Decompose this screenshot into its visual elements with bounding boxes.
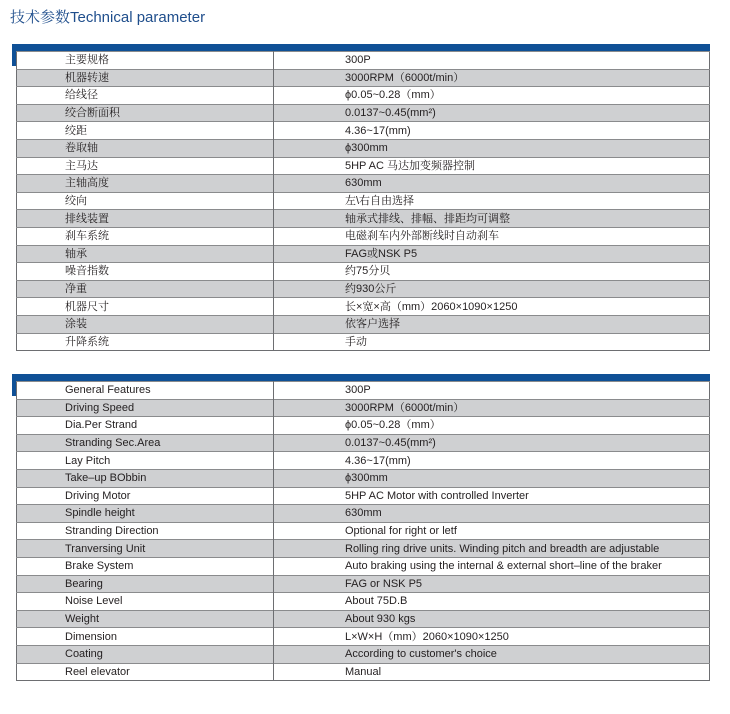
row-value: FAG或NSK P5: [274, 245, 710, 263]
row-label: 绞向: [17, 192, 274, 210]
row-label: Coating: [17, 645, 274, 663]
row-label: General Features: [17, 382, 274, 400]
row-value: FAG or NSK P5: [274, 575, 710, 593]
row-value: 4.36~17(mm): [274, 122, 710, 140]
row-label: 轴承: [17, 245, 274, 263]
table-row: [17, 469, 710, 487]
table-row: [17, 663, 710, 681]
table-row: [17, 87, 710, 105]
row-value: 约75分贝: [274, 263, 710, 281]
row-label: Reel elevator: [17, 663, 274, 681]
row-value: 轴承式排线、排幅、排距均可调整: [274, 210, 710, 228]
row-value: 3000RPM（6000t/min）: [274, 399, 710, 417]
table-row: [17, 593, 710, 611]
table-row: [17, 382, 710, 400]
table-row: [17, 557, 710, 575]
row-value: 3000RPM（6000t/min）: [274, 69, 710, 87]
table-row: [17, 69, 710, 87]
row-label: Bearing: [17, 575, 274, 593]
row-label: Lay Pitch: [17, 452, 274, 470]
row-value: 5HP AC 马达加变频器控制: [274, 157, 710, 175]
row-label: Driving Motor: [17, 487, 274, 505]
row-label: 排线装置: [17, 210, 274, 228]
spec-table-english: [16, 374, 710, 681]
table-row: [17, 104, 710, 122]
row-value: 300P: [274, 382, 710, 400]
table-row: [17, 52, 710, 70]
table-header-bar: [16, 44, 710, 51]
row-label: 升降系统: [17, 333, 274, 351]
table-row: [17, 157, 710, 175]
row-label: Dia.Per Strand: [17, 417, 274, 435]
row-label: 涂装: [17, 315, 274, 333]
row-label: 卷取轴: [17, 139, 274, 157]
row-value: 4.36~17(mm): [274, 452, 710, 470]
row-label: 机器尺寸: [17, 298, 274, 316]
row-label: 主马达: [17, 157, 274, 175]
table-row: [17, 298, 710, 316]
row-label: 绞合断面积: [17, 104, 274, 122]
row-label: 给线径: [17, 87, 274, 105]
table-row: [17, 628, 710, 646]
row-value: Rolling ring drive units. Winding pitch and breadth are adjustable: [274, 540, 710, 558]
row-label: Stranding Direction: [17, 522, 274, 540]
table-row: [17, 505, 710, 523]
row-value: Auto braking using the internal & external short–line of the braker: [274, 557, 710, 575]
table-row: [17, 540, 710, 558]
row-label: Stranding Sec.Area: [17, 434, 274, 452]
row-value: 0.0137~0.45(mm²): [274, 104, 710, 122]
table-row: [17, 645, 710, 663]
row-value: Manual: [274, 663, 710, 681]
row-value: 5HP AC Motor with controlled Inverter: [274, 487, 710, 505]
row-value: 左\右自由选择: [274, 192, 710, 210]
row-label: 机器转速: [17, 69, 274, 87]
table-row: [17, 434, 710, 452]
row-label: Weight: [17, 610, 274, 628]
row-value: 630mm: [274, 505, 710, 523]
row-label: 绞距: [17, 122, 274, 140]
row-label: Dimension: [17, 628, 274, 646]
table-row: [17, 192, 710, 210]
spec-table-chinese: [16, 44, 710, 351]
row-value: 0.0137~0.45(mm²): [274, 434, 710, 452]
table-row: [17, 522, 710, 540]
row-value: Optional for right or letf: [274, 522, 710, 540]
spec-table: [16, 381, 710, 681]
row-value: ϕ0.05~0.28（mm）: [274, 417, 710, 435]
row-label: 主轴高度: [17, 175, 274, 193]
row-label: Tranversing Unit: [17, 540, 274, 558]
table-row: [17, 280, 710, 298]
table-row: [17, 452, 710, 470]
table-row: [17, 263, 710, 281]
row-value: ϕ300mm: [274, 469, 710, 487]
table-row: [17, 333, 710, 351]
row-label: Spindle height: [17, 505, 274, 523]
row-value: ϕ0.05~0.28（mm）: [274, 87, 710, 105]
table-row: [17, 399, 710, 417]
row-label: Noise Level: [17, 593, 274, 611]
row-label: 噪音指数: [17, 263, 274, 281]
row-label: 主要规格: [17, 52, 274, 70]
row-label: Take–up BObbin: [17, 469, 274, 487]
row-value: ϕ300mm: [274, 139, 710, 157]
table-row: [17, 139, 710, 157]
table-row: [17, 245, 710, 263]
spec-table: [16, 51, 710, 351]
table-row: [17, 610, 710, 628]
row-value: 电磁刹车内外部断线时自动刹车: [274, 227, 710, 245]
table-row: [17, 417, 710, 435]
table-header-bar: [16, 374, 710, 381]
row-value: 长×宽×高（mm）2060×1090×1250: [274, 298, 710, 316]
row-label: 净重: [17, 280, 274, 298]
row-value: 手动: [274, 333, 710, 351]
table-row: [17, 210, 710, 228]
row-label: Driving Speed: [17, 399, 274, 417]
row-value: L×W×H（mm）2060×1090×1250: [274, 628, 710, 646]
row-value: 630mm: [274, 175, 710, 193]
row-value: 300P: [274, 52, 710, 70]
row-label: Brake System: [17, 557, 274, 575]
table-row: [17, 122, 710, 140]
table-row: [17, 227, 710, 245]
row-label: 刹车系统: [17, 227, 274, 245]
row-value: 约930公斤: [274, 280, 710, 298]
row-value: About 75D.B: [274, 593, 710, 611]
page-title: 技术参数Technical parameter: [10, 9, 206, 26]
row-value: 依客户选择: [274, 315, 710, 333]
row-value: About 930 kgs: [274, 610, 710, 628]
table-row: [17, 487, 710, 505]
row-value: According to customer's choice: [274, 645, 710, 663]
table-row: [17, 175, 710, 193]
table-row: [17, 315, 710, 333]
table-row: [17, 575, 710, 593]
